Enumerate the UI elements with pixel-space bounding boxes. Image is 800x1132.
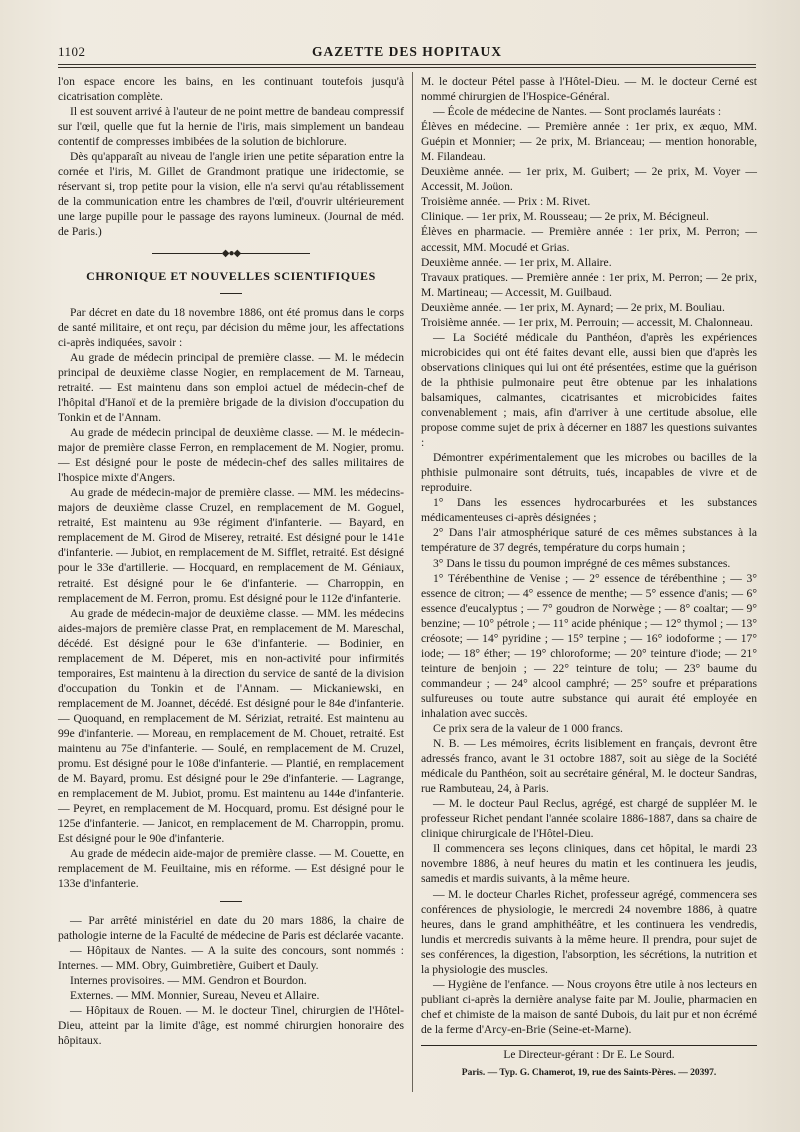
paragraph: Ce prix sera de la valeur de 1 000 francs. xyxy=(433,722,623,736)
paragraph: Troisième année. — Prix : M. Rivet. xyxy=(421,195,591,209)
paragraph: — Hôpitaux de Rouen. — M. le docteur Tinel, chirurgien de l'Hôtel-Dieu, atteint par la limite d'âge, est nommé chirurgien honoraire des hôpitaux. xyxy=(58,1003,404,1047)
paragraph: 3° Dans le tissu du poumon imprégné de ces mêmes substances. xyxy=(433,556,731,570)
paragraph: Au grade de médecin-major de deuxième classe. — MM. les médecins aides-majors de première classe Prat, en remplacement de M. Mareschal, décédé. Est désigné pour le 63e d'infanterie. — Bodinier, en remplacement de M. Déperet, mis en non-activité pour infirmités temporaires, Est maintenu à la direction du service de santé de la division d'occupation du Tonkin et de l'Annam. — Mickaniewski, en remplacement de M. Joannet, décédé. Est désigné pour le 84e d'infanterie. — Quoquand, en remplacement de M. Sériziat, retraité. Est maintenu au 99e d'infanterie. — Moreau, en remplacement de M. Chouet, retraité. Est maintenu au 75e d'infanterie. — Soulé, en remplacement de M. Cruzel, promu. Est désigné pour le 108e d'infanterie. — Plantié, en remplacement de M. Bayard, promu. Est désigné pour le 29e d'infanterie. — Lagrange, en remplacement de M. Jubiot, promu. Est maintenu au 144e d'infanterie. — Peyret, en remplacement de M. Hocquard, promu. Est désigné pour le 125e d'infanterie. — Janicot, en remplacement de M. Charroppin, promu. Est désigné pour le 90e d'infanterie. xyxy=(58,606,404,846)
page-header xyxy=(58,44,756,62)
paragraph: — École de médecine de Nantes. — Sont proclamés lauréats : xyxy=(433,105,722,119)
paragraph: — M. le docteur Charles Richet, professeur agrégé, commencera ses conférences de physiologie, le mercredi 24 novembre 1886, à quatre heures, dans le grand amphithéâtre, et les continuera les vendredis, lundis et mercredis suivants à la même heure. Il prendra, pour sujet de ses conférences, la digestion, l'absorption, les sécrétions, la nutrition et la physiologie des muscles. xyxy=(421,887,757,976)
paragraph: l'on espace encore les bains, en les continuant toutefois jusqu'à cicatrisation complète. xyxy=(58,75,404,104)
paragraph: — Hygiène de l'enfance. — Nous croyons être utile à nos lecteurs en publiant ci-après la dernière analyse faite par M. Joulie, pharmacien en chef et chimiste de la maison de santé Dubois, du lait pur et non écrémé de la ferme d'Arcy-en-Brie (Seine-et-Marne). xyxy=(421,977,757,1036)
paragraph: — Par arrêté ministériel en date du 20 mars 1886, la chaire de pathologie interne de la Faculté de médecine de Paris est déclarée vacante. xyxy=(58,913,404,942)
printer-line: Paris. — Typ. G. Chamerot, 19, rue des Saints-Pères. — 20397. xyxy=(461,1068,717,1079)
paragraph: Deuxième année. — 1er prix, M. Guibert; — 2e prix, M. Voyer — Accessit, M. Joüon. xyxy=(421,165,757,194)
paragraph: Dès qu'apparaît au niveau de l'angle irien une petite séparation entre la cornée et l'iris, M. Gillet de Grandmont pratique une iridectomie, se réservant si, trop petite pour la vision, elle n'a servi qu'au rétablissement de la communication entre les chambres de l'œil, d'ouvrir ultérieurement une large pupille pour le passage des rayons lumineux. (Journal de méd. de Paris.) xyxy=(58,150,404,239)
right-column xyxy=(421,74,757,1081)
paragraph: Deuxième année. — 1er prix, M. Aynard; — 2e prix, M. Bouliau. xyxy=(421,300,725,314)
header-rule xyxy=(58,64,756,68)
paragraph: Élèves en médecine. — Première année : 1er prix, ex æquo, MM. Guépin et Monnier; — 2e prix, M. Brianceau; — mention honorable, M. Filandeau. xyxy=(421,120,757,164)
paragraph: — M. le docteur Paul Reclus, agrégé, est chargé de suppléer M. le professeur Richet pendant l'année scolaire 1886-1887, dans sa chaire de clinique chirurgicale de l'Hôtel-Dieu. xyxy=(421,797,757,841)
paragraph: Par décret en date du 18 novembre 1886, ont été promus dans le corps de santé militaire, et ont reçu, par décision du même jour, les affectations ci-après indiquées, savoir : xyxy=(58,305,404,349)
ornament-divider: ◆●◆ xyxy=(58,246,404,261)
paragraph: Démontrer expérimentalement que les microbes ou bacilles de la phthisie pulmonaire sont détruits, tués, incapables de vivre et de reproduire. xyxy=(421,451,757,495)
short-rule xyxy=(58,286,404,301)
signature: Le Directeur-gérant : Dr E. Le Sourd. xyxy=(421,1045,757,1063)
paragraph: Troisième année. — 1er prix, M. Perrouin; — accessit, M. Chalonneau. xyxy=(421,315,753,329)
paragraph: Au grade de médecin principal de première classe. — M. le médecin principal de deuxième classe Nogier, en remplacement de M. Tarneau, retraité. — Est maintenu dans son emploi actuel de médecin-chef de l'hôpital d'Hanoï et de la première brigade de la division d'occupation du Tonkin et de l'Annam. xyxy=(58,350,404,424)
paragraph: Il est souvent arrivé à l'auteur de ne point mettre de bandeau compressif sur l'œil, quelle que fut la hernie de l'iris, mais simplement un bandeau contentif de compresses imbibées de la solution de bichlorure. xyxy=(58,105,404,149)
paragraph: Élèves en pharmacie. — Première année : 1er prix, M. Perron; — accessit, MM. Mocudé et Grias. xyxy=(421,225,757,254)
column-divider xyxy=(412,72,413,1092)
paragraph: Au grade de médecin-major de première classe. — MM. les médecins-majors de deuxième classe Cruzel, en remplacement de M. Goguel, retraité, Est maintenu au 93e régiment d'infanterie. — Bayard, en remplacement de M. Girod de Miserey, retraité. Est désigné pour le 141e d'infanterie. — Jubiot, en remplacement de M. Sifflet, retraité. Est désigné pour le 33e d'artillerie. — Hocquard, en remplacement de M. Géniaux, retraité. Est désigné pour le 6e d'infanterie. — Charroppin, en remplacement de M. Ferron, promu. Est désigné pour le 112e d'infanterie. xyxy=(58,486,404,605)
running-title: GAZETTE DES HOPITAUX xyxy=(311,44,503,59)
paragraph: 1° Dans les essences hydrocarburées et les substances médicamenteuses ci-après désignées ; xyxy=(421,496,757,525)
paragraph: Internes provisoires. — MM. Gendron et Bourdon. xyxy=(70,973,307,987)
short-rule xyxy=(58,893,404,908)
paragraph: Au grade de médecin aide-major de première classe. — M. Couette, en remplacement de M. Feuiltaine, mis en réforme. — Est désigné pour le 133e d'infanterie. xyxy=(58,847,404,891)
paragraph: N. B. — Les mémoires, écrits lisiblement en français, devront être adressés franco, avant le 31 octobre 1887, soit au siège de la Société médicale du Panthéon, soit au secrétaire général, M. le docteur Sandras, rue Rambuteau, 24, à Paris. xyxy=(421,737,757,796)
paragraph: Travaux pratiques. — Première année : 1er prix, M. Perron; — 2e prix, M. Martineau; — Accessit, M. Guilbaud. xyxy=(421,270,757,299)
paragraph: 1° Térébenthine de Venise ; — 2° essence de térébenthine ; — 3° essence de citron; — 4° essence de menthe; — 5° essence d'anis; — 6° essence d'eucalyptus ; — 7° goudron de Norwège ; — 8° coaltar; — 9° benzine; — 10° pétrole ; — 11° acide phénique ; — 12° thymol ; — 13° créosote; — 14° pyridine ; — 15° terpine ; — 16° iodoforme ; — 17° iode; — 18° éther; — 19° chloroforme; — 20° teinture d'iode; — 21° teinture de benjoin ; — 22° teinture de tolu; — 23° baume du commandeur ; — 24° alcool camphré; — 25° soufre et préparations sulfureuses ou toute autre substance qui aurait été employée en inhalation avec succès. xyxy=(421,571,757,720)
paragraph: — Hôpitaux de Nantes. — A la suite des concours, sont nommés : Internes. — MM. Obry, Guimbretière, Guibert et Dauly. xyxy=(58,943,404,972)
page-number: 1102 xyxy=(58,44,86,59)
paragraph: Clinique. — 1er prix, M. Rousseau; — 2e prix, M. Bécigneul. xyxy=(421,210,709,224)
section-title: CHRONIQUE ET NOUVELLES SCIENTIFIQUES xyxy=(86,268,376,283)
paragraph: Deuxième année. — 1er prix, M. Allaire. xyxy=(421,255,612,269)
paragraph: — La Société médicale du Panthéon, d'après les expériences microbicides qui ont été faites devant elle, aussi bien que d'après les observations cliniques qui lui ont été présentées, estime que la guérison de la phthisie pulmonaire peut être obtenue par les inhalations balsamiques, calmantes, cicatrisantes et microbicides faites convenablement ; mais, afin d'arriver à une certitude absolue, elle propose comme sujet de prix à décerner en 1887 les questions suivantes : xyxy=(421,330,757,450)
paragraph: Il commencera ses leçons cliniques, dans cet hôpital, le mardi 23 novembre 1886, à neuf heures du matin et les continuera les jeudis, samedis et mardis suivants, à la même heure. xyxy=(421,842,757,886)
paragraph: Au grade de médecin principal de deuxième classe. — M. le médecin-major de première classe Ferron, en remplacement de M. Nogier, promu. — Est désigné pour le poste de médecin-chef des salles militaires de l'hospice mixte d'Angers. xyxy=(58,426,404,485)
paragraph: M. le docteur Pétel passe à l'Hôtel-Dieu. — M. le docteur Cerné est nommé chirurgien de l'Hospice-Général. xyxy=(421,75,757,104)
left-column xyxy=(58,74,404,1048)
paragraph: 2° Dans l'air atmosphérique saturé de ces mêmes substances à la température de 37 degrés, température du corps humain ; xyxy=(421,526,757,555)
paragraph: Externes. — MM. Monnier, Sureau, Neveu et Allaire. xyxy=(70,988,320,1002)
